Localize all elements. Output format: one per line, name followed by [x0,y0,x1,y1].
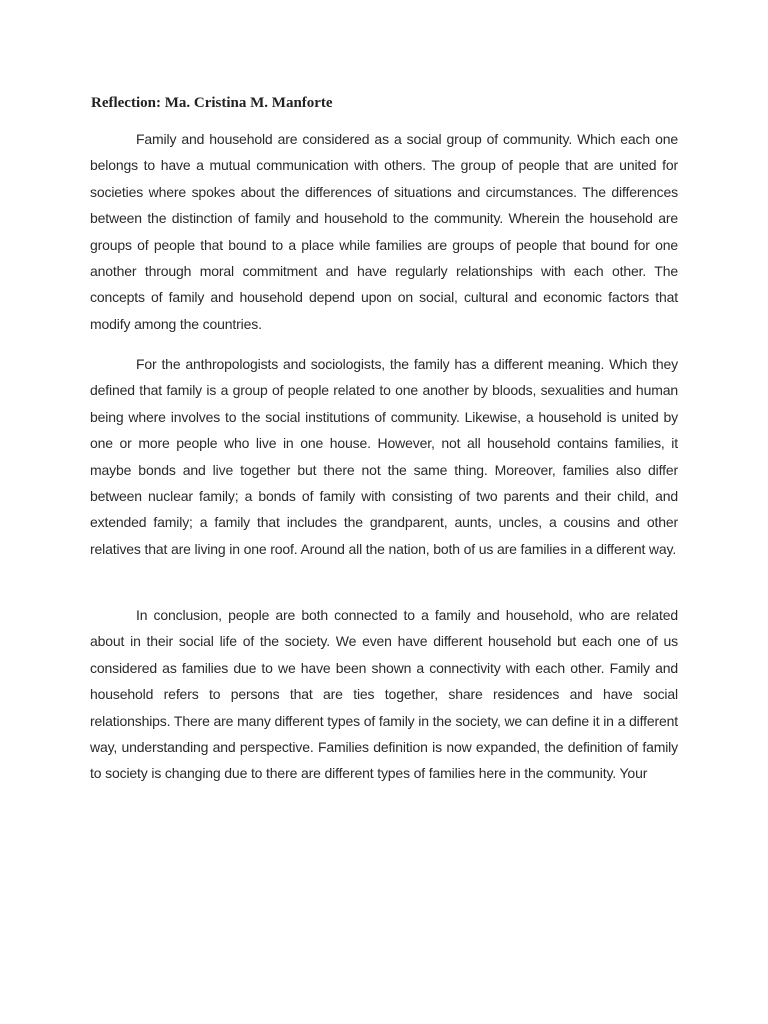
paragraph-body: For the anthropologists and sociologists, the family has a different meaning. Which they defined that family is a group of people related to one another by bloods, sexualities and human being where involves to the social institutions of community. Likewise, a household is united by one or more people who live in one house. However, not all household contains families, it maybe bonds and live together but there not the same thing. Moreover, families also differ between nuclear family; a bonds of family with consisting of two parents and their child, and extended family; a family that includes the grandparent, aunts, uncles, a cousins and other relatives that are living in one roof. Around all the nation, both of us are families in a different way. [90,356,678,557]
document-title: Reflection: Ma. Cristina M. Manforte [91,95,333,111]
paragraph-conclusion: In conclusion, people are both connected to a family and household, who are related about in their social life of the society. We even have different household but each one of us considered as families due to we have been shown a connectivity with each other. Family and household refers to persons that are ties together, share residences and have social relationships. There are many different types of family in the society, we can define it in a different way, understanding and perspective. Families definition is now expanded, the definition of family to society is changing due to there are different types of families here in the community. Your [90,607,678,782]
paragraph-introduction: Family and household are considered as a social group of community. Which each one belongs to have a mutual communication with others. The group of people that are united for societies where spokes about the differences of situations and circumstances. The differences between the distinction of family and household to the community. Wherein the household are groups of people that bound to a place while families are groups of people that bound for one another through moral commitment and have regularly relationships with each other. The concepts of family and household depend upon on social, cultural and economic factors that modify among the countries. [90,131,678,332]
